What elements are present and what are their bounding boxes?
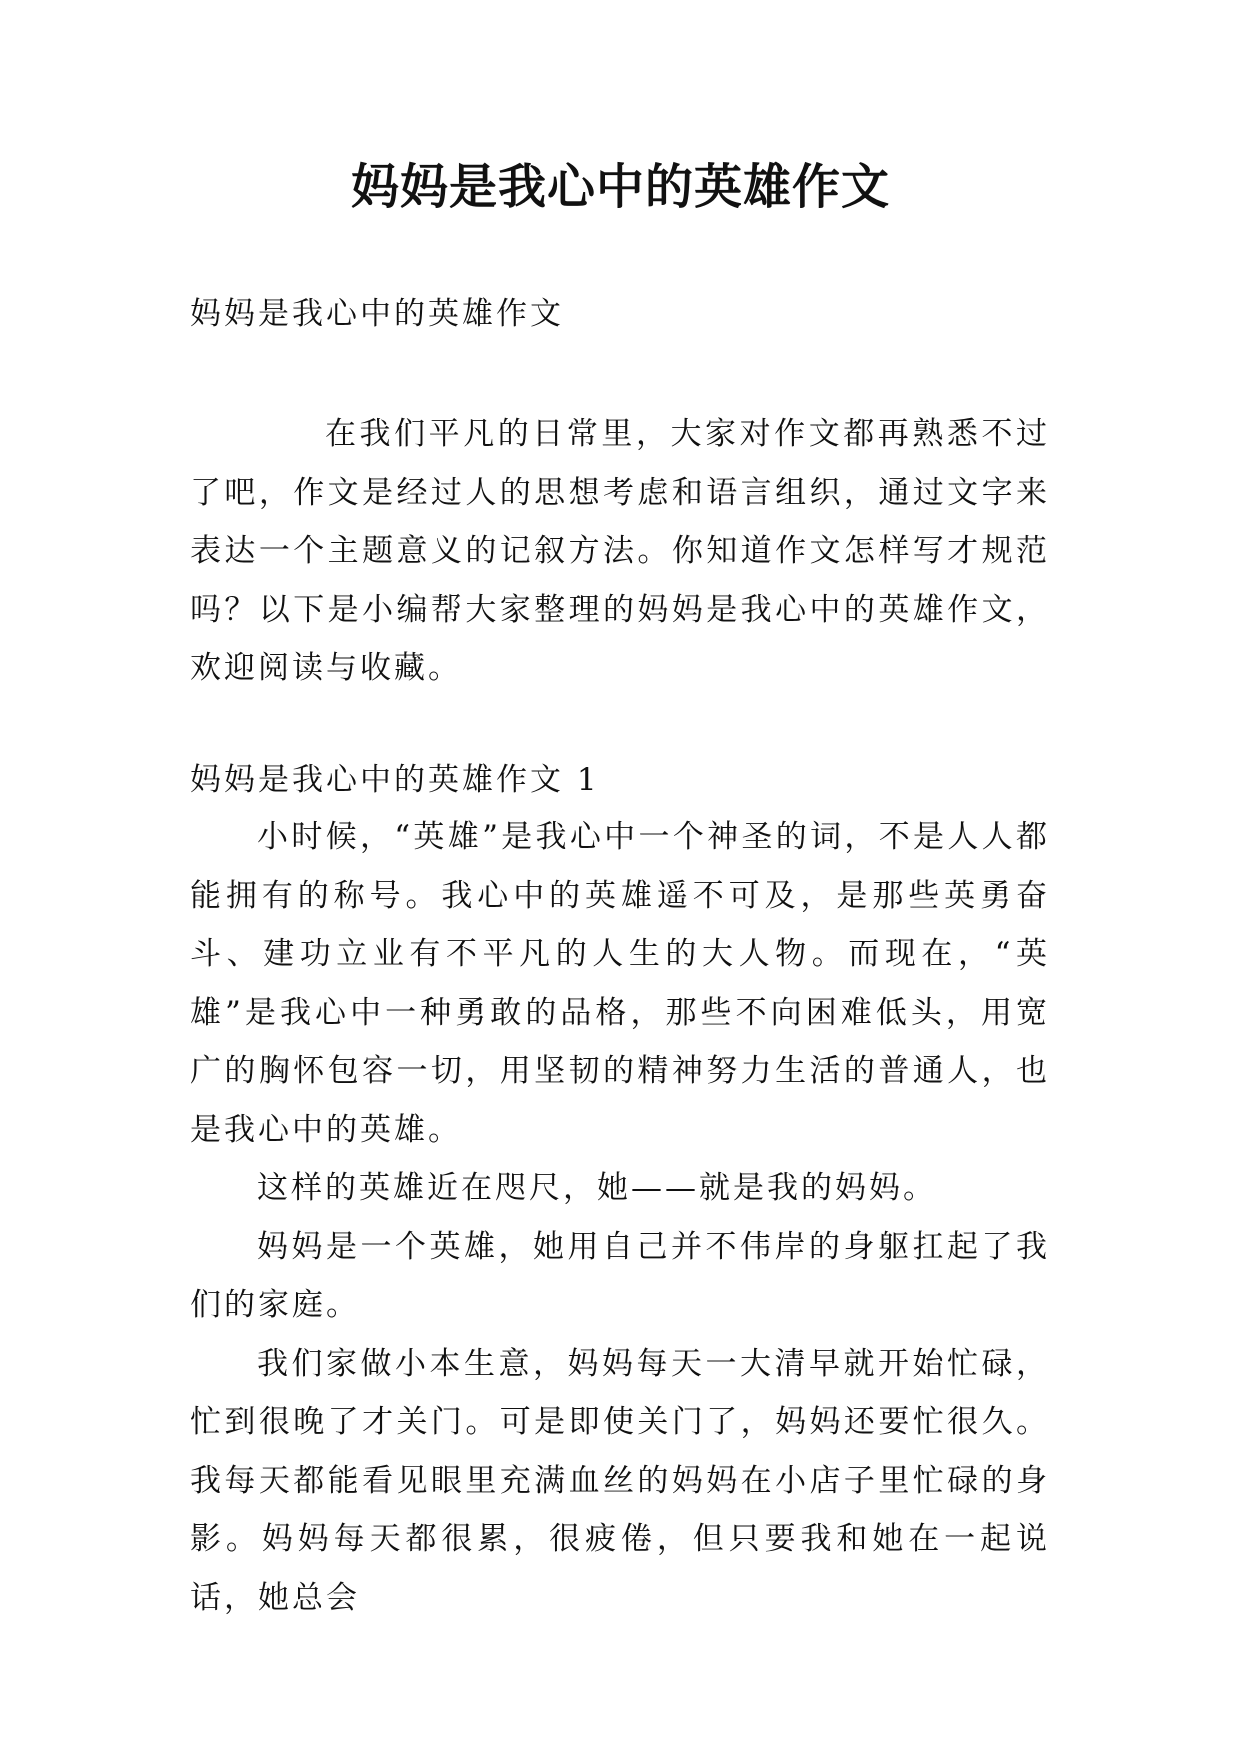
essay-paragraph-1: 小时候，“英雄”是我心中一个神圣的词，不是人人都能拥有的称号。我心中的英雄遥不可及，是那些英勇奋斗、建功立业有不平凡的人生的大人物。而现在，“英雄”是我心中一种勇敢的品格，那些不向困难低头，用宽广的胸怀包容一切，用坚韧的精神努力生活的普通人，也是我心中的英雄。	[190, 819, 1050, 1148]
section-heading: 妈妈是我心中的英雄作文 1	[190, 762, 600, 798]
essay-paragraph-4: 我们家做小本生意，妈妈每天一大清早就开始忙碌，忙到很晚了才关门。可是即使关门了，妈妈还要忙很久。我每天都能看见眼里充满血丝的妈妈在小店子里忙碌的身影。妈妈每天都很累，很疲倦，但只要我和她在一起说话，她总会	[190, 1345, 1050, 1616]
document-title: 妈妈是我心中的英雄作文	[350, 159, 890, 215]
document-subtitle: 妈妈是我心中的英雄作文	[190, 296, 564, 332]
intro-paragraph: 在我们平凡的日常里，大家对作文都再熟悉不过了吧，作文是经过人的思想考虑和语言组织，通过文字来表达一个主题意义的记叙方法。你知道作文怎样写才规范吗？以下是小编帮大家整理的妈妈是我心中的英雄作文，欢迎阅读与收藏。	[190, 416, 1050, 686]
essay-body	[190, 808, 1050, 1627]
essay-paragraph-2: 这样的英雄近在咫尺，她——就是我的妈妈。	[257, 1170, 937, 1206]
intro-block	[190, 405, 1050, 698]
essay-paragraph-3: 妈妈是一个英雄，她用自己并不伟岸的身躯扛起了我们的家庭。	[190, 1228, 1050, 1323]
